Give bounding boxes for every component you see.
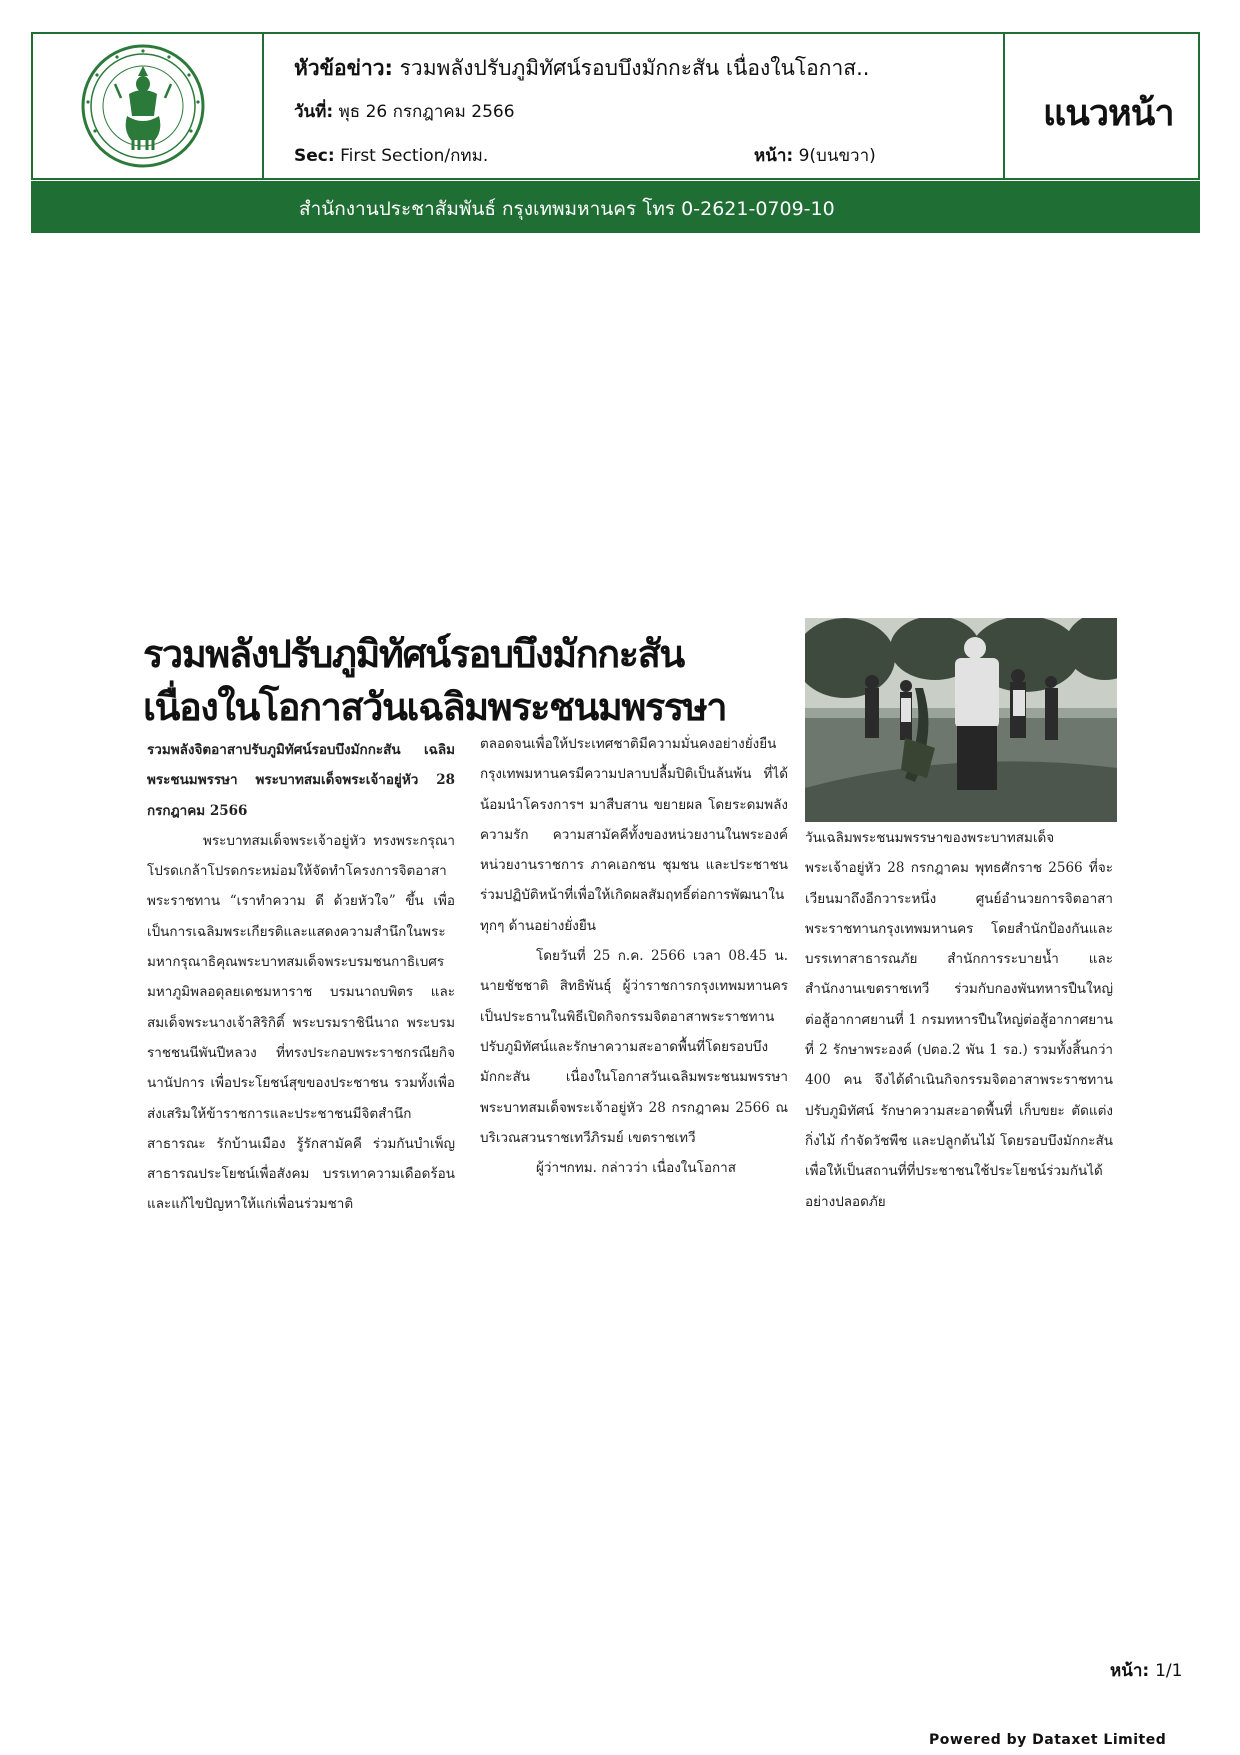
page-value: 9(บนขวา) <box>798 146 876 166</box>
headline-label: หัวข้อข่าว: <box>294 56 393 80</box>
article-column-1 <box>147 735 455 1220</box>
newspaper-name: แนวหน้า <box>1043 93 1174 134</box>
article-title <box>143 627 783 733</box>
article-column-3 <box>805 823 1113 1217</box>
bma-emblem-icon <box>77 42 209 170</box>
date-label: วันที่: <box>294 102 334 122</box>
pr-office-band <box>31 181 1200 233</box>
article-title-line-2: เนื่องในโอกาสวันเฉลิมพระชนมพรรษา <box>143 684 727 729</box>
page-label: หน้า: <box>754 146 794 166</box>
headline-value: รวมพลังปรับภูมิทัศน์รอบบึงมักกะสัน เนื่องในโอกาส.. <box>399 56 870 80</box>
powered-by: Powered by Dataxet Limited <box>929 1732 1167 1748</box>
pr-office-text: สำนักงานประชาสัมพันธ์ กรุงเทพมหานคร โทร 0-2621-0709-10 <box>299 198 835 220</box>
article-paragraph: ผู้ว่าฯกทม. กล่าวว่า เนื่องในโอกาส <box>536 1160 736 1177</box>
article-lead: รวมพลังจิตอาสาปรับภูมิทัศน์รอบบึงมักกะสัน เฉลิมพระชนมพรรษา พระบาทสมเด็จพระเจ้าอยู่หัว 28 กรกฎาคม 2566 <box>147 742 455 819</box>
article-title-line-1: รวมพลังปรับภูมิทัศน์รอบบึงมักกะสัน <box>143 631 684 676</box>
article-paragraph: ตลอดจนเพื่อให้ประเทศชาติมีความมั่นคงอย่างยั่งยืน กรุงเทพมหานครมีความปลาบปลื้มปิติเป็นล้นพ้น ที่ได้น้อมนำโครงการฯ มาสืบสาน ขยายผล โดยระดมพลังความรัก ความสามัคคีทั้งของหน่วยงานในพระองค์ หน่วยงานราชการ ภาคเอกชน ชุมชน และประชาชน ร่วมปฏิบัติหน้าที่เพื่อให้เกิดผลสัมฤทธิ์ต่อการพัฒนาในทุกๆ ด้านอย่างยั่งยืน <box>480 736 788 934</box>
page-counter-label: หน้า: <box>1110 1661 1150 1681</box>
info-cell <box>264 34 1005 178</box>
article-column-2 <box>480 729 788 1183</box>
article-paragraph: โดยวันที่ 25 ก.ค. 2566 เวลา 08.45 น. นายชัชชาติ สิทธิพันธุ์ ผู้ว่าราชการกรุงเทพมหานคร เป็นประธานในพิธีเปิดกิจกรรมจิตอาสาพระราชทานปรับภูมิทัศน์และรักษาความสะอาดพื้นที่โดยรอบบึงมักกะสัน เนื่องในโอกาสวันเฉลิมพระชนมพรรษา พระบาทสมเด็จพระเจ้าอยู่หัว 28 กรกฎาคม 2566 ณ บริเวณสวนราชเทวีภิรมย์ เขตราชเทวี <box>480 948 788 1146</box>
section-value: First Section/กทม. <box>340 146 489 166</box>
article-clipping <box>143 615 1117 1312</box>
newspaper-cell <box>1005 34 1198 178</box>
page-counter <box>1110 1657 1182 1684</box>
date-row <box>294 98 515 125</box>
article-paragraph: วันเฉลิมพระชนมพรรษาของพระบาทสมเด็จพระเจ้าอยู่หัว 28 กรกฎาคม พุทธศักราช 2566 ที่จะเวียนมาถึงอีกวาระหนึ่ง ศูนย์อำนวยการจิตอาสาพระราชทานกรุงเทพมหานคร โดยสำนักป้องกันและบรรเทาสาธารณภัย สำนักการระบายน้ำ และสำนักงานเขตราชเทวี ร่วมกับกองพันทหารปืนใหญ่ต่อสู้อากาศยานที่ 1 กรมทหารปืนใหญ่ต่อสู้อากาศยานที่ 2 รักษาพระองค์ (ปตอ.2 พัน 1 รอ.) รวมทั้งสิ้นกว่า 400 คน จึงได้ดำเนินกิจกรรมจิตอาสาพระราชทานปรับภูมิทัศน์ รักษาความสะอาดพื้นที่ เก็บขยะ ตัดแต่งกิ่งไม้ กำจัดวัชพืช และปลูกต้นไม้ โดยรอบบึงมักกะสัน เพื่อให้เป็นสถานที่ที่ประชาชนใช้ประโยชน์ร่วมกันได้อย่างปลอดภัย <box>805 830 1113 1210</box>
page-counter-value: 1/1 <box>1155 1661 1183 1681</box>
page-row <box>754 142 876 169</box>
section-row <box>294 142 488 169</box>
date-value: พุธ 26 กรกฎาคม 2566 <box>338 102 515 122</box>
section-label: Sec: <box>294 146 335 166</box>
headline-row <box>294 52 869 85</box>
article-photo <box>805 618 1117 822</box>
volunteers-photo <box>805 618 1117 822</box>
article-paragraph: พระบาทสมเด็จพระเจ้าอยู่หัว ทรงพระกรุณาโปรดเกล้าโปรดกระหม่อมให้จัดทำโครงการจิตอาสาพระราชทาน “เราทำความ ดี ด้วยหัวใจ” ขึ้น เพื่อเป็นการเฉลิมพระเกียรติและแสดงความสำนึกในพระมหากรุณาธิคุณพระบาทสมเด็จพระบรมชนกาธิเบศร มหาภูมิพลอดุลยเดชมหาราช บรมนาถบพิตร และสมเด็จพระนางเจ้าสิริกิติ์ พระบรมราชินีนาถ พระบรมราชชนนีพันปีหลวง ที่ทรงประกอบพระราชกรณียกิจนานัปการ เพื่อประโยชน์สุขของประชาชน รวมทั้งเพื่อส่งเสริมให้ข้าราชการและประชาชนมีจิตสำนึกสาธารณะ รักบ้านเมือง รู้รักสามัคคี ร่วมกันบำเพ็ญสาธารณประโยชน์เพื่อสังคม บรรเทาความเดือดร้อนและแก้ไขปัญหาให้แก่เพื่อนร่วมชาติ <box>147 832 455 1213</box>
header-box <box>31 32 1200 180</box>
logo-cell <box>33 34 264 178</box>
